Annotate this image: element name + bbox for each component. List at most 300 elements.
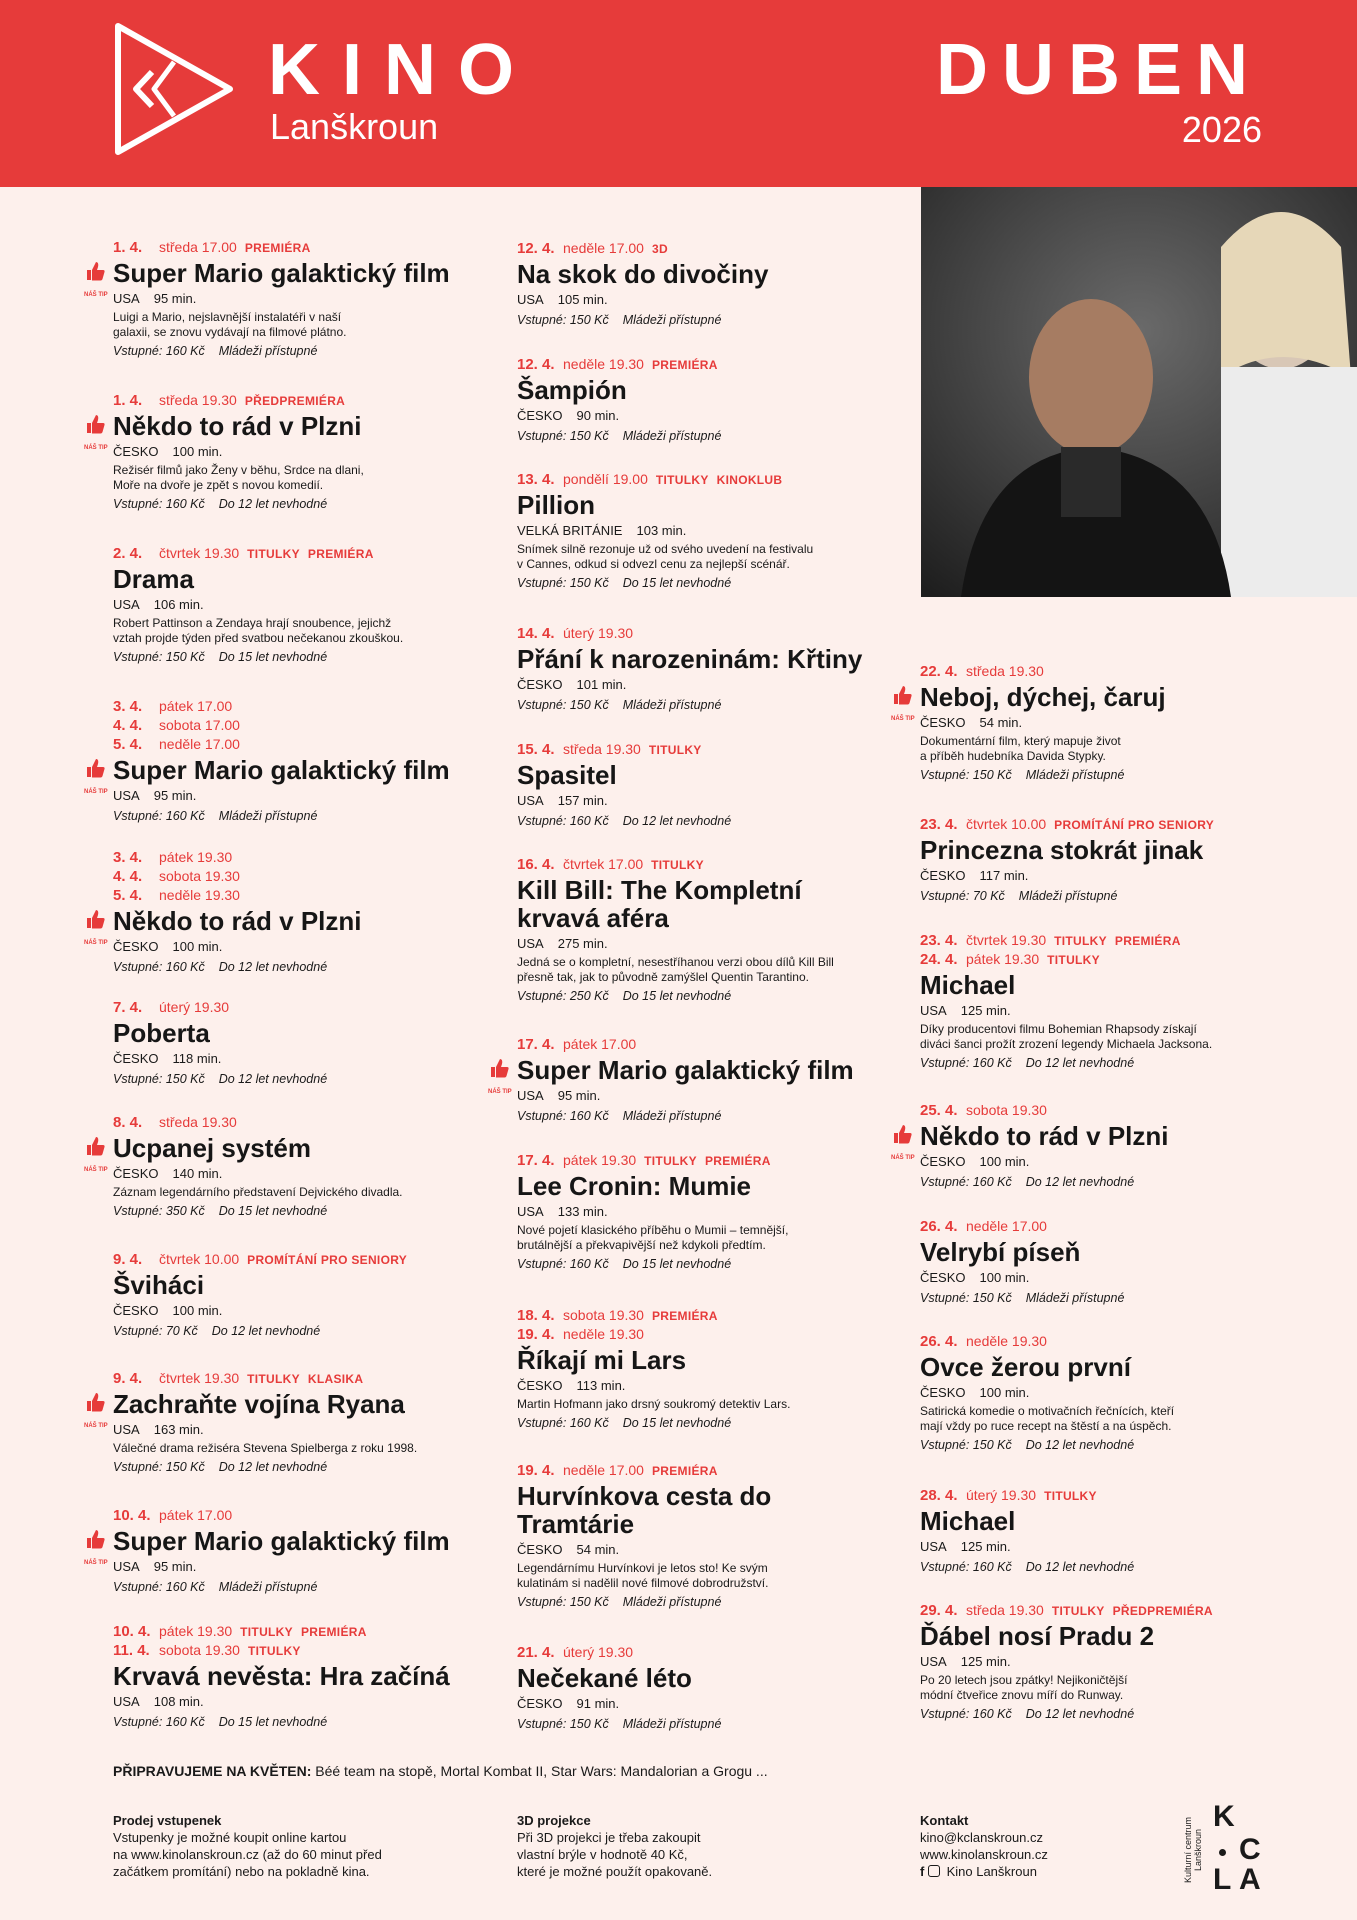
event-meta: [113, 1165, 503, 1183]
event-price-line: [920, 1173, 1300, 1191]
event-block: [517, 855, 907, 1005]
event-block: [84, 848, 503, 976]
event-meta: [920, 1653, 1300, 1671]
event-price: Vstupné: 150 Kč: [517, 576, 609, 590]
event-price-line: [113, 807, 503, 825]
event-meta: [113, 443, 503, 461]
header-banner: [0, 0, 1357, 187]
event-price: Vstupné: 250 Kč: [517, 989, 609, 1003]
nas-tip-thumb-icon: [891, 683, 915, 722]
event-title[interactable]: Lee Cronin: Mumie: [517, 1171, 752, 1201]
event-length: 100 min.: [172, 444, 223, 459]
event-country: ČESKO: [517, 1378, 563, 1393]
event-date: 5. 4.: [113, 887, 143, 904]
event-meta: [113, 787, 503, 805]
event-title[interactable]: Někdo to rád v Plzni NÁŠ TIP: [920, 1122, 1300, 1150]
event-date-line: [517, 855, 907, 874]
event-date: 14. 4.: [517, 625, 555, 642]
event-meta: [113, 1050, 503, 1068]
event-title[interactable]: Drama: [113, 564, 194, 594]
event-price: Vstupné: 350 Kč: [113, 1204, 205, 1218]
event-time: neděle 19.30: [966, 1333, 1047, 1349]
event-date: 22. 4.: [920, 663, 958, 680]
event-meta: [920, 867, 1300, 885]
event-meta: [517, 676, 907, 694]
event-date: 26. 4.: [920, 1218, 958, 1235]
event-date-line: [113, 1506, 503, 1525]
event-country: USA: [920, 1003, 947, 1018]
event-length: 95 min.: [153, 291, 197, 306]
nas-tip-thumb-icon: [488, 1056, 512, 1095]
event-country: USA: [920, 1539, 947, 1554]
event-country: USA: [113, 1422, 140, 1437]
event-price-line: [920, 1054, 1300, 1072]
event-length: 106 min.: [153, 597, 204, 612]
event-title[interactable]: Přání k narozeninám: Křtiny: [517, 644, 863, 674]
event-age-rating: Do 12 let nevhodné: [1025, 1056, 1135, 1070]
event-date: 1. 4.: [113, 239, 143, 256]
event-age-rating: Do 15 let nevhodné: [622, 989, 732, 1003]
event-price-line: [113, 958, 503, 976]
event-time: čtvrtek 10.00: [966, 816, 1047, 832]
event-tag: PROMÍTÁNÍ PRO SENIORY: [1054, 818, 1215, 832]
event-age-rating: Mládeži přístupné: [218, 1580, 318, 1594]
event-tag: TITULKY: [1044, 1489, 1097, 1503]
event-age-rating: Do 12 let nevhodné: [1025, 1175, 1135, 1189]
event-date-line: [113, 1113, 503, 1132]
event-block: [920, 815, 1300, 905]
event-block: [113, 544, 503, 666]
event-price-line: [113, 1713, 503, 1731]
event-date: 28. 4.: [920, 1487, 958, 1504]
event-date: 12. 4.: [517, 240, 555, 257]
event-date: 26. 4.: [920, 1333, 958, 1350]
event-price: Vstupné: 150 Kč: [517, 1717, 609, 1731]
event-time: sobota 19.30: [563, 1307, 644, 1323]
event-country: ČESKO: [920, 868, 966, 883]
event-meta: [517, 1087, 907, 1105]
event-meta: [517, 1695, 907, 1713]
event-meta: [920, 1538, 1300, 1556]
event-block: [517, 740, 907, 830]
event-time: pátek 19.30: [966, 951, 1040, 967]
event-meta: [517, 1541, 907, 1559]
kcla-dot: [1219, 1849, 1226, 1856]
event-date-line: [113, 1369, 503, 1388]
event-length: 100 min.: [979, 1270, 1030, 1285]
event-length: 95 min.: [153, 1559, 197, 1574]
event-date-line: [920, 1486, 1300, 1505]
event-meta: [517, 1377, 907, 1395]
event-tag: PREMIÉRA: [704, 1154, 771, 1168]
event-price: Vstupné: 150 Kč: [920, 1291, 1012, 1305]
event-country: ČESKO: [517, 1542, 563, 1557]
event-description: Robert Pattinson a Zendaya hrají snoubence, jejichž vztah projde týden před svatbou nečekanou zkouškou.: [113, 616, 404, 645]
event-length: 100 min.: [979, 1154, 1030, 1169]
nas-tip-label: NÁŠ TIP: [891, 716, 915, 722]
event-title[interactable]: Hurvínkova cesta do Tramtárie: [517, 1481, 772, 1539]
kino-logo-play-icon: [112, 20, 236, 158]
event-block: [517, 1643, 907, 1733]
event-price: Vstupné: 160 Kč: [113, 960, 205, 974]
event-price-line: [113, 342, 503, 360]
event-title[interactable]: Ovce žerou první: [920, 1352, 1131, 1382]
event-date-line: [920, 931, 1300, 950]
event-price-line: [920, 1436, 1300, 1454]
event-description: Snímek silně rezonuje už od svého uvedení na festivalu v Cannes, odkud si odvezl cenu za nejlepší scénář.: [517, 542, 814, 571]
event-length: 125 min.: [960, 1539, 1011, 1554]
facebook-icon: f: [920, 1864, 925, 1879]
event-date: 18. 4.: [517, 1307, 555, 1324]
event-date: 16. 4.: [517, 856, 555, 873]
event-time: pátek 19.30: [159, 1623, 233, 1639]
event-title[interactable]: Ucpanej systém NÁŠ TIP: [113, 1134, 503, 1162]
event-title[interactable]: Michael: [920, 970, 1016, 1000]
event-block: [517, 470, 907, 592]
event-block: [920, 1332, 1300, 1454]
event-time: středa 17.00: [159, 239, 237, 255]
event-price-line: [113, 1202, 503, 1220]
event-time: pátek 17.00: [563, 1036, 637, 1052]
event-date: 2. 4.: [113, 545, 143, 562]
event-age-rating: Mládeži přístupné: [1025, 1291, 1125, 1305]
event-price-line: [517, 1255, 907, 1273]
event-time: neděle 17.00: [159, 736, 240, 752]
event-block: [517, 1461, 907, 1611]
event-price-line: [113, 1578, 503, 1596]
nas-tip-label: NÁŠ TIP: [84, 292, 108, 298]
event-block: [920, 1486, 1300, 1576]
event-country: USA: [113, 597, 140, 612]
event-block: [891, 662, 1300, 784]
sales-heading: Prodej vstupenek: [113, 1813, 222, 1828]
kcla-c: C: [1239, 1833, 1261, 1866]
event-date: 12. 4.: [517, 356, 555, 373]
event-block: [84, 1113, 503, 1220]
event-country: ČESKO: [920, 1385, 966, 1400]
kcla-a: A: [1239, 1863, 1261, 1896]
event-time: středa 19.30: [563, 741, 641, 757]
contact-email[interactable]: kino@kclanskroun.cz: [920, 1830, 1044, 1845]
event-meta: [113, 938, 503, 956]
event-date-line: [113, 1641, 503, 1660]
event-title[interactable]: Kill Bill: The Kompletní krvavá aféra: [517, 875, 802, 933]
event-date: 8. 4.: [113, 1114, 143, 1131]
event-age-rating: Mládeži přístupné: [622, 313, 722, 327]
event-meta: [113, 1693, 503, 1711]
event-meta: [517, 291, 907, 309]
event-date-line: [113, 391, 503, 410]
event-age-rating: Do 12 let nevhodné: [1025, 1707, 1135, 1721]
event-price-line: [113, 648, 503, 666]
3d-line: Při 3D projekci je třeba zakoupit: [517, 1830, 701, 1845]
event-title[interactable]: Ďábel nosí Pradu 2: [920, 1621, 1155, 1651]
event-length: 133 min.: [557, 1204, 608, 1219]
event-title[interactable]: Poberta: [113, 1018, 210, 1048]
nas-tip-thumb-icon: [84, 259, 108, 298]
event-time: neděle 17.00: [563, 1462, 644, 1478]
event-tag: TITULKY: [651, 858, 704, 872]
event-price-line: [517, 1107, 907, 1125]
event-price-line: [920, 1705, 1300, 1723]
event-price: Vstupné: 160 Kč: [517, 814, 609, 828]
kcla-k: K: [1213, 1800, 1235, 1833]
event-price: Vstupné: 70 Kč: [113, 1324, 198, 1338]
event-date-line: [517, 1306, 907, 1325]
event-date: 23. 4.: [920, 816, 958, 833]
event-title[interactable]: Někdo to rád v Plzni NÁŠ TIP: [113, 412, 503, 440]
event-block: [517, 1151, 907, 1273]
event-time: úterý 19.30: [563, 625, 634, 641]
event-block: [84, 1506, 503, 1596]
event-block: [920, 1601, 1300, 1723]
event-date-line: [113, 867, 503, 886]
event-date-line: [113, 716, 503, 735]
month-title: DUBEN: [935, 30, 1262, 110]
event-date-line: [517, 1035, 907, 1054]
event-price-line: [517, 1715, 907, 1733]
nas-tip-thumb-icon: [84, 1390, 108, 1429]
event-title[interactable]: Krvavá nevěsta: Hra začíná: [113, 1661, 450, 1691]
event-description: Režisér filmů jako Ženy v běhu, Srdce na dlani, Moře na dvoře je zpět s novou komedií.: [113, 463, 364, 492]
event-tag: PREMIÉRA: [244, 241, 311, 255]
event-tag: KINOKLUB: [716, 473, 783, 487]
event-age-rating: Mládeži přístupné: [622, 1717, 722, 1731]
event-tag: TITULKY: [648, 743, 702, 757]
event-country: USA: [517, 292, 544, 307]
featured-film-photo: [921, 187, 1357, 597]
contact-heading: Kontakt: [920, 1813, 969, 1828]
event-date-line: [517, 1643, 907, 1662]
nas-tip-thumb-icon: [84, 1527, 108, 1566]
event-block: [113, 998, 503, 1088]
event-age-rating: Do 15 let nevhodné: [622, 576, 732, 590]
event-title[interactable]: Spasitel: [517, 760, 617, 790]
event-length: 91 min.: [576, 1696, 620, 1711]
event-date-line: [517, 1325, 907, 1344]
event-time: pátek 17.00: [159, 698, 233, 714]
footer-sales: [113, 1812, 382, 1880]
event-meta: [113, 290, 503, 308]
event-price-line: [517, 1414, 907, 1432]
event-date: 5. 4.: [113, 736, 143, 753]
event-time: sobota 19.30: [159, 1642, 240, 1658]
event-meta: [517, 522, 907, 540]
event-country: ČESKO: [113, 1166, 159, 1181]
event-length: 54 min.: [576, 1542, 620, 1557]
event-tag: TITULKY: [1051, 1604, 1105, 1618]
year-label: 2026: [1181, 109, 1262, 150]
contact-web[interactable]: www.kinolanskroun.cz: [920, 1847, 1048, 1862]
event-meta: [113, 596, 503, 614]
event-price: Vstupné: 150 Kč: [113, 650, 205, 664]
event-length: 275 min.: [557, 936, 608, 951]
event-date-line: [920, 815, 1300, 834]
event-price-line: [517, 696, 907, 714]
event-price-line: [920, 1289, 1300, 1307]
event-description: Válečné drama režiséra Stevena Spielberga z roku 1998.: [113, 1441, 418, 1455]
nas-tip-thumb-icon: [84, 907, 108, 946]
event-title[interactable]: Někdo to rád v Plzni NÁŠ TIP: [113, 907, 503, 935]
event-tag: PREMIÉRA: [651, 358, 718, 372]
event-length: 125 min.: [960, 1654, 1011, 1669]
event-title[interactable]: Pillion: [517, 490, 595, 520]
event-title[interactable]: Nečekané léto: [517, 1663, 692, 1693]
event-meta: [517, 407, 907, 425]
event-price: Vstupné: 160 Kč: [113, 344, 205, 358]
event-title[interactable]: Velrybí píseň: [920, 1237, 1081, 1267]
event-age-rating: Do 12 let nevhodné: [218, 1460, 328, 1474]
event-title[interactable]: Super Mario galaktický film NÁŠ TIP: [113, 1527, 503, 1555]
event-date: 7. 4.: [113, 999, 143, 1016]
event-title[interactable]: Princezna stokrát jinak: [920, 835, 1204, 865]
event-block: [113, 1250, 503, 1340]
event-price-line: [113, 1070, 503, 1088]
event-title[interactable]: Super Mario galaktický film NÁŠ TIP: [113, 756, 503, 784]
event-date: 19. 4.: [517, 1326, 555, 1343]
event-country: USA: [113, 291, 140, 306]
event-date-line: [920, 662, 1300, 681]
event-title[interactable]: Říkají mi Lars: [517, 1345, 687, 1375]
nas-tip-label: NÁŠ TIP: [84, 1167, 108, 1173]
event-date: 29. 4.: [920, 1602, 958, 1619]
event-time: pátek 19.30: [563, 1152, 637, 1168]
nas-tip-thumb-icon: [84, 756, 108, 795]
nas-tip-thumb-icon: [84, 412, 108, 451]
event-price: Vstupné: 160 Kč: [517, 1257, 609, 1271]
event-price-line: [517, 987, 907, 1005]
event-tag: TITULKY: [644, 1154, 697, 1168]
event-country: ČESKO: [113, 1051, 159, 1066]
event-time: neděle 19.30: [159, 887, 240, 903]
event-time: neděle 17.00: [563, 240, 644, 256]
event-price: Vstupné: 150 Kč: [113, 1072, 205, 1086]
event-time: středa 19.30: [159, 1114, 237, 1130]
event-country: ČESKO: [517, 677, 563, 692]
event-meta: [517, 1203, 907, 1221]
event-price: Vstupné: 160 Kč: [113, 1715, 205, 1729]
nas-tip-thumb-icon: [891, 1122, 915, 1161]
event-price: Vstupné: 160 Kč: [113, 497, 205, 511]
event-tag: PREMIÉRA: [651, 1464, 718, 1478]
event-date-line: [517, 1151, 907, 1170]
event-description: Díky producentovi filmu Bohemian Rhapsody získají diváci šanci prožít zrození legendy Michaela Jacksona.: [920, 1022, 1213, 1051]
event-title[interactable]: Šampión: [517, 375, 627, 405]
event-date-line: [517, 470, 907, 489]
event-age-rating: Mládeži přístupné: [1018, 889, 1118, 903]
event-title[interactable]: Michael: [920, 1506, 1016, 1536]
sales-line: začátkem promítání) nebo na pokladně kina.: [113, 1864, 370, 1879]
event-length: 95 min.: [153, 788, 197, 803]
event-date-line: [113, 238, 503, 257]
event-time: úterý 19.30: [966, 1487, 1037, 1503]
event-title[interactable]: Zachraňte vojína Ryana NÁŠ TIP: [113, 1390, 503, 1418]
instagram-icon: [928, 1865, 940, 1877]
event-date-line: [113, 886, 503, 905]
event-block: [113, 1622, 503, 1731]
event-date-line: [113, 1250, 503, 1269]
event-date-line: [113, 544, 503, 563]
event-time: středa 19.30: [966, 663, 1044, 679]
event-date: 25. 4.: [920, 1102, 958, 1119]
event-tag: PROMÍTÁNÍ PRO SENIORY: [247, 1253, 408, 1267]
event-price-line: [517, 427, 907, 445]
event-price: Vstupné: 150 Kč: [920, 768, 1012, 782]
event-time: čtvrtek 17.00: [563, 856, 644, 872]
event-meta: [113, 1302, 503, 1320]
event-date: 17. 4.: [517, 1152, 555, 1169]
event-time: pátek 17.00: [159, 1507, 233, 1523]
event-price-line: [113, 495, 503, 513]
event-title[interactable]: Šviháci: [113, 1270, 205, 1300]
event-length: 100 min.: [172, 939, 223, 954]
event-age-rating: Do 12 let nevhodné: [622, 814, 732, 828]
event-meta: [920, 1269, 1300, 1287]
event-tag: TITULKY: [247, 1644, 301, 1658]
upcoming-note: [113, 1763, 768, 1779]
event-country: ČESKO: [517, 408, 563, 423]
event-block: [84, 697, 503, 825]
event-age-rating: Mládeži přístupné: [622, 698, 722, 712]
event-date: 9. 4.: [113, 1370, 143, 1387]
kcla-l: L: [1213, 1863, 1232, 1896]
event-title[interactable]: Super Mario galaktický film NÁŠ TIP: [517, 1056, 907, 1084]
event-block: [84, 1369, 503, 1476]
3d-heading: 3D projekce: [517, 1813, 591, 1828]
event-price-line: [920, 887, 1300, 905]
nas-tip-label: NÁŠ TIP: [84, 1560, 108, 1566]
event-age-rating: Do 12 let nevhodné: [1025, 1560, 1135, 1574]
event-date: 23. 4.: [920, 932, 958, 949]
event-length: 101 min.: [576, 677, 627, 692]
event-block: [84, 238, 503, 360]
brand-title: KINO: [268, 30, 536, 110]
event-length: 105 min.: [557, 292, 608, 307]
event-date-line: [517, 355, 907, 374]
event-age-rating: Mládeži přístupné: [218, 344, 318, 358]
contact-social[interactable]: [920, 1863, 1048, 1880]
event-title[interactable]: Na skok do divočiny: [517, 259, 769, 289]
event-price: Vstupné: 160 Kč: [113, 809, 205, 823]
event-price: Vstupné: 160 Kč: [517, 1416, 609, 1430]
event-time: čtvrtek 19.30: [159, 1370, 240, 1386]
event-country: USA: [517, 936, 544, 951]
event-meta: [517, 935, 907, 953]
event-country: USA: [920, 1654, 947, 1669]
event-length: 100 min.: [172, 1303, 223, 1318]
event-title[interactable]: Neboj, dýchej, čaruj NÁŠ TIP: [920, 683, 1300, 711]
sales-line: Vstupenky je možné koupit online kartou: [113, 1830, 347, 1845]
event-age-rating: Mládeži přístupné: [1025, 768, 1125, 782]
event-date-line: [113, 697, 503, 716]
event-age-rating: Do 15 let nevhodné: [622, 1416, 732, 1430]
nas-tip-thumb-icon: [84, 1134, 108, 1173]
event-country: ČESKO: [113, 939, 159, 954]
event-price: Vstupné: 150 Kč: [920, 1438, 1012, 1452]
social-name: Kino Lanškroun: [946, 1864, 1037, 1879]
3d-line: vlastní brýle v hodnotě 40 Kč,: [517, 1847, 688, 1862]
event-length: 113 min.: [576, 1378, 626, 1393]
event-date-line: [113, 1622, 503, 1641]
event-date: 17. 4.: [517, 1036, 555, 1053]
event-tag: TITULKY: [247, 1372, 300, 1386]
event-price: Vstupné: 150 Kč: [517, 313, 609, 327]
event-title[interactable]: Super Mario galaktický film NÁŠ TIP: [113, 259, 503, 287]
event-block: [517, 1306, 907, 1432]
event-price-line: [517, 574, 907, 592]
event-meta: [113, 1558, 503, 1576]
event-time: neděle 19.30: [563, 1326, 644, 1342]
